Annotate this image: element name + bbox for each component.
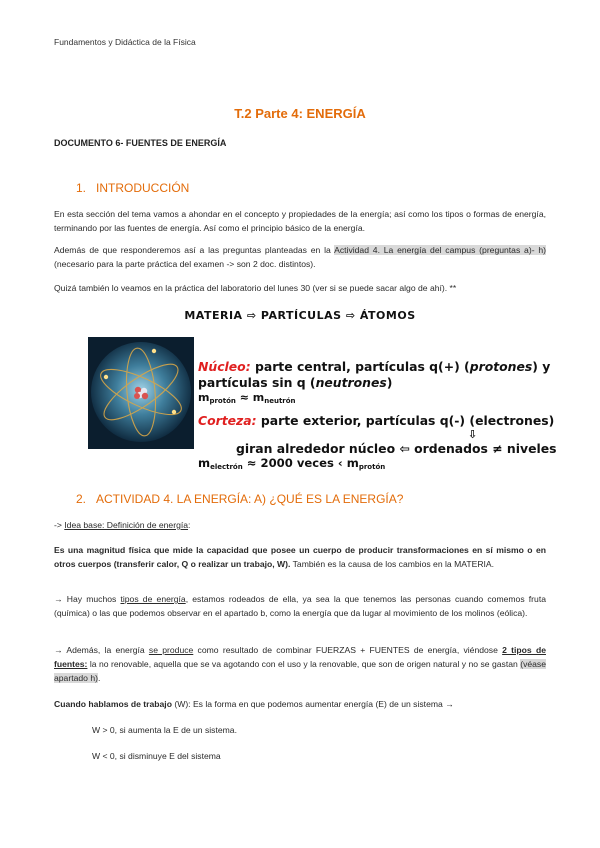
types-end: , estamos rodeados de ella, ya sea la que tenemos las personas cuando comemos fruta (química) o las que podemos observar en el apartado b, como la energía que da lugar al movimiento de los molinos (eólica). — [54, 594, 546, 618]
neutrons-word: neutrones — [315, 375, 387, 390]
section1-paragraph-2 — [54, 243, 546, 271]
mass-e-symbol: m — [198, 456, 211, 470]
definition-bold: Es una magnitud física que mide la capacidad que posee un cuerpo de producir transformaciones en sí mismo o en otros cuerpos (transferir calor, Q o realizar un trabajo, W). — [54, 545, 546, 569]
page-title: T.2 Parte 4: ENERGÍA — [234, 106, 366, 121]
section2-number: 2. — [76, 492, 87, 506]
protons-word: protones — [469, 359, 533, 374]
cortex-line-2: giran alrededor núcleo ⇦ ordenados ≠ niveles — [236, 441, 557, 456]
nucleus-text-2: partículas sin q ( — [198, 375, 316, 390]
down-arrow-icon: ⇩ — [468, 428, 478, 441]
mass-electron-line — [198, 456, 385, 471]
work-bold: Cuando hablamos de trabajo — [54, 699, 172, 709]
mass-symbol: m — [198, 391, 210, 404]
bullet-1-text: W > 0, si aumenta la E de un sistema. — [92, 725, 237, 735]
definition-rest: También es la causa de los cambios en la MATERIA. — [290, 559, 495, 569]
mass-proton-line — [198, 391, 296, 405]
proton-subscript-2: protón — [358, 463, 386, 471]
bullet-work-negative — [70, 751, 221, 761]
cortex-label: Corteza: — [198, 413, 257, 428]
nucleus-line-2 — [198, 375, 392, 390]
sources-end: . — [97, 673, 101, 683]
section1-heading — [76, 181, 189, 195]
cortex-text-1: parte exterior, partículas q(-) (electrones) — [256, 413, 555, 428]
atom-image — [88, 337, 194, 449]
types-underlined: tipos de energía — [120, 594, 186, 604]
energy-sources-paragraph — [54, 643, 546, 685]
section2-heading — [76, 492, 403, 506]
nucleus-label: Núcleo: — [198, 359, 251, 374]
sources-description: la no renovable, aquella que se va agotando con el uso y la renovable, que son de origen natural y no se gastan — [87, 659, 521, 669]
activity-highlight: Actividad 4. La energía del campus (preguntas a)- h) — [334, 245, 546, 255]
sources-underlined: se produce — [148, 645, 194, 655]
idea-underlined: Idea base: Definición de energía — [64, 520, 189, 530]
matter-banner: MATERIA ⇨ PARTÍCULAS ⇨ ÁTOMOS — [184, 309, 416, 322]
work-rest: (W): Es la forma en que podemos aumentar energía (E) de un sistema → — [171, 699, 454, 709]
mass-approx: ≈ m — [235, 391, 265, 404]
bullet-work-positive — [70, 725, 237, 735]
nucleus-line-1 — [198, 359, 550, 374]
see-section-h-highlight: (véase apartado h) — [54, 659, 546, 683]
section2-title: ACTIVIDAD 4. LA ENERGÍA: A) ¿QUÉ ES LA ENERGÍA? — [96, 492, 404, 506]
nucleus-text-1: parte central, partículas q(+) ( — [250, 359, 470, 374]
idea-suffix: : — [188, 520, 191, 530]
section1-paragraph-1: En esta sección del tema vamos a ahondar en el concepto y propiedades de la energía; así como los tipos o formas de energía, terminando por las fuentes de energía. Así como el principio básico de la energía. — [54, 209, 546, 233]
work-paragraph — [54, 697, 546, 711]
section1-title: INTRODUCCIÓN — [96, 181, 190, 195]
page-header: Fundamentos y Didáctica de la Física — [54, 37, 196, 47]
electron-subscript: electrón — [210, 463, 243, 471]
mass-e-relation: ≈ 2000 veces ‹ m — [242, 456, 359, 470]
nucleus-text-2-end: ) — [386, 375, 393, 390]
proton-subscript: protón — [209, 397, 236, 405]
sources-middle: como resultado de combinar FUERZAS + FUENTES de energía, viéndose — [193, 645, 503, 655]
bullet-2-text: W < 0, si disminuye E del sistema — [92, 751, 221, 761]
types-start: → Hay muchos — [54, 594, 121, 604]
cortex-line-1 — [198, 413, 554, 428]
section1-number: 1. — [76, 181, 87, 195]
energy-definition — [54, 543, 546, 571]
idea-prefix: -> — [54, 520, 65, 530]
neutron-subscript: neutrón — [264, 397, 296, 405]
nucleus-text-1-end: ) y — [532, 359, 551, 374]
energy-types-paragraph — [54, 592, 546, 620]
idea-base-line — [54, 518, 546, 532]
document-subtitle: DOCUMENTO 6- FUENTES DE ENERGÍA — [54, 138, 227, 148]
section1-p2-start: Además de que responderemos así a las preguntas planteadas en la — [54, 245, 335, 255]
section1-p2-end: (necesario para la parte práctica del examen -> son 2 doc. distintos). — [54, 259, 316, 269]
section1-paragraph-3: Quizá también lo veamos en la práctica del laboratorio del lunes 30 (ver si se puede sacar algo de ahí). ** — [54, 283, 457, 293]
sources-start: → Además, la energía — [54, 645, 149, 655]
sources-two-types: 2 tipos de fuentes: — [54, 645, 546, 669]
